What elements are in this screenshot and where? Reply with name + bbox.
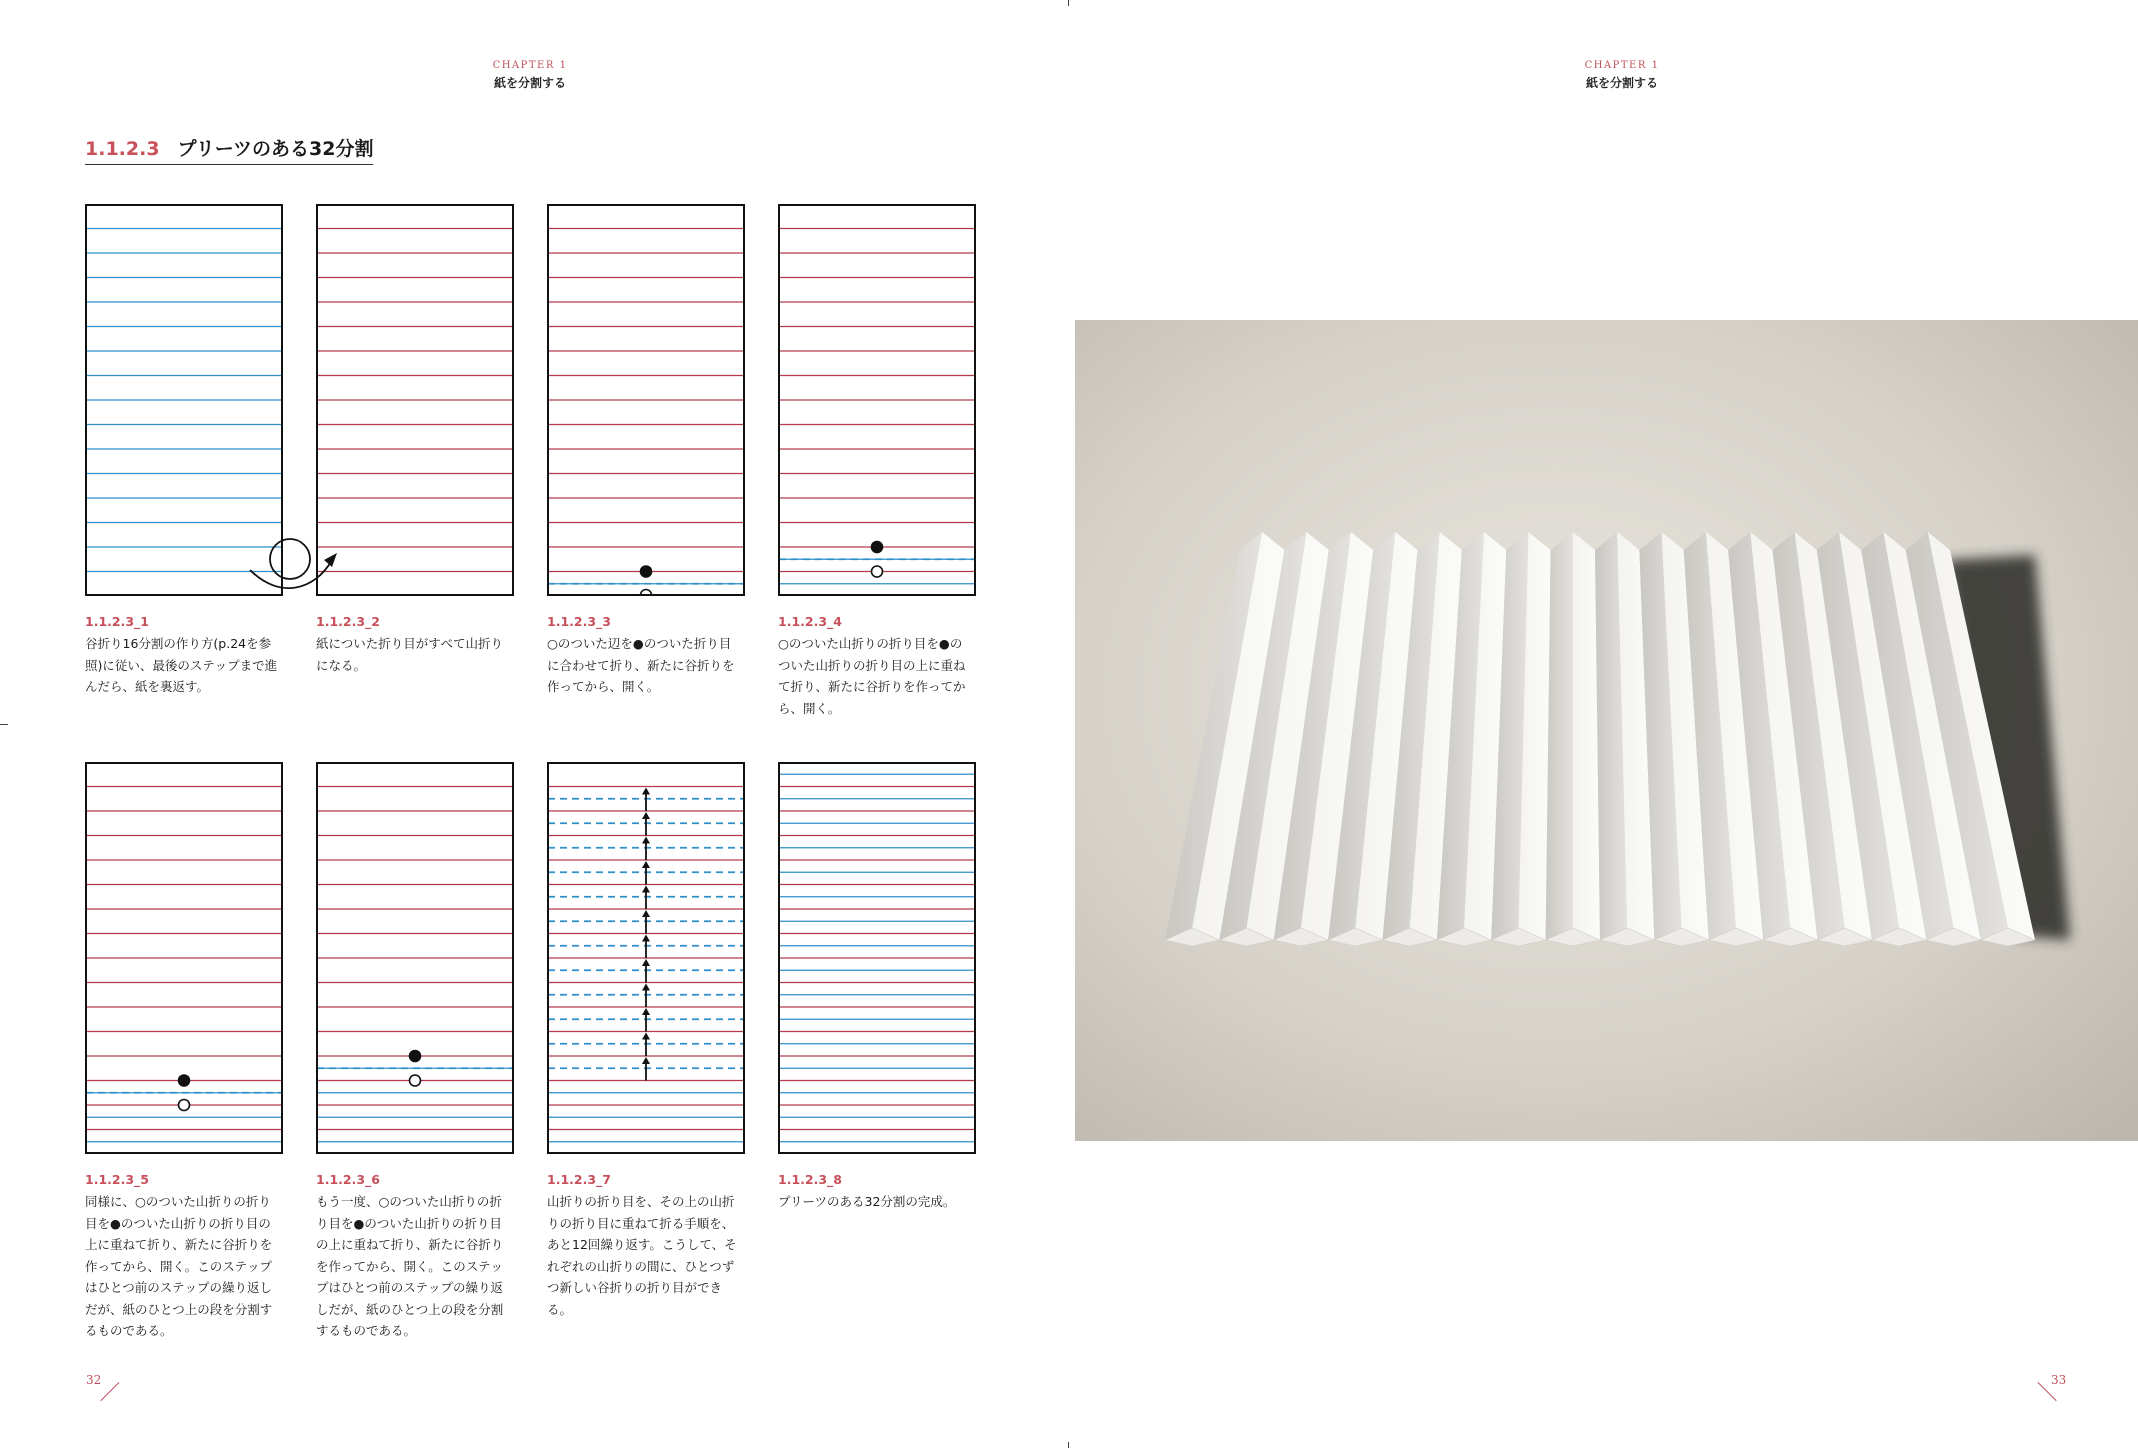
step-id: 1.1.2.3_1 — [85, 614, 149, 629]
step-8 — [778, 762, 978, 1213]
step-id: 1.1.2.3_8 — [778, 1172, 842, 1187]
step-7-diagram — [547, 762, 745, 1154]
step-id: 1.1.2.3_4 — [778, 614, 842, 629]
step-id: 1.1.2.3_3 — [547, 614, 611, 629]
running-head-title: 紙を分割する — [493, 76, 566, 90]
step-1 — [85, 204, 285, 698]
step-3 — [547, 204, 747, 698]
step-8-diagram — [778, 762, 976, 1154]
step-6 — [316, 762, 516, 1342]
step-id: 1.1.2.3_7 — [547, 1172, 611, 1187]
section-title — [85, 134, 373, 165]
running-head-left — [380, 60, 680, 91]
step-text: プリーツのある32分割の完成。 — [778, 1194, 956, 1209]
open-dot-icon — [179, 1100, 190, 1111]
open-dot-icon — [410, 1075, 421, 1086]
filled-dot-icon — [179, 1075, 190, 1086]
step-2-diagram — [316, 204, 514, 596]
step-5-diagram — [85, 762, 283, 1154]
running-head-chapter: CHAPTER 1 — [1584, 60, 1660, 71]
step-5 — [85, 762, 285, 1342]
pleated-paper-photo — [1075, 320, 2138, 1141]
step-text: ○のついた山折りの折り目を●のついた山折りの折り目の上に重ねて折り、新たに谷折りを作ってから、開く。 — [778, 636, 966, 716]
filled-dot-icon — [641, 566, 652, 577]
step-text: ○のついた辺を●のついた折り目に合わせて折り、新たに谷折りを作ってから、開く。 — [547, 636, 735, 694]
running-head-chapter: CHAPTER 1 — [492, 60, 568, 71]
step-text: 紙についた折り目がすべて山折りになる。 — [316, 636, 504, 673]
section-number: 1.1.2.3 — [85, 138, 160, 160]
step-text: 同様に、○のついた山折りの折り目を●のついた山折りの折り目の上に重ねて折り、新たに谷折りを作ってから、開く。このステップはひとつ前のステップの繰り返しだが、紙のひとつ上の段を分割するものである。 — [85, 1194, 273, 1338]
section-heading: プリーツのある32分割 — [177, 138, 374, 160]
step-2 — [316, 204, 516, 676]
step-id: 1.1.2.3_2 — [316, 614, 380, 629]
step-id: 1.1.2.3_6 — [316, 1172, 380, 1187]
page-number-slash — [100, 1382, 119, 1401]
page-number: 32 — [86, 1373, 102, 1387]
filled-dot-icon — [872, 542, 883, 553]
step-1-diagram — [85, 204, 283, 596]
running-head-right — [1472, 60, 1772, 91]
step-4 — [778, 204, 978, 719]
step-4-diagram — [778, 204, 976, 596]
page-number: 33 — [2051, 1373, 2067, 1387]
step-text: もう一度、○のついた山折りの折り目を●のついた山折りの折り目の上に重ねて折り、新たに谷折りを作ってから、開く。このステップはひとつ前のステップの繰り返しだが、紙のひとつ上の段を分割するものである。 — [316, 1194, 504, 1338]
crop-mark — [0, 724, 8, 725]
step-text: 山折りの折り目を、その上の山折りの折り目に重ねて折る手順を、あと12回繰り返す。こうして、それぞれの山折りの間に、ひとつずつ新しい谷折りの折り目ができる。 — [547, 1194, 737, 1317]
open-dot-icon — [872, 566, 883, 577]
running-head-title: 紙を分割する — [1585, 76, 1658, 90]
filled-dot-icon — [410, 1051, 421, 1062]
step-7 — [547, 762, 747, 1320]
step-text: 谷折り16分割の作り方(p.24を参照)に従い、最後のステップまで進んだら、紙を裏返す。 — [85, 636, 278, 694]
step-id: 1.1.2.3_5 — [85, 1172, 149, 1187]
step-3-diagram — [547, 204, 745, 596]
right-page — [1069, 0, 2138, 1448]
step-6-diagram — [316, 762, 514, 1154]
